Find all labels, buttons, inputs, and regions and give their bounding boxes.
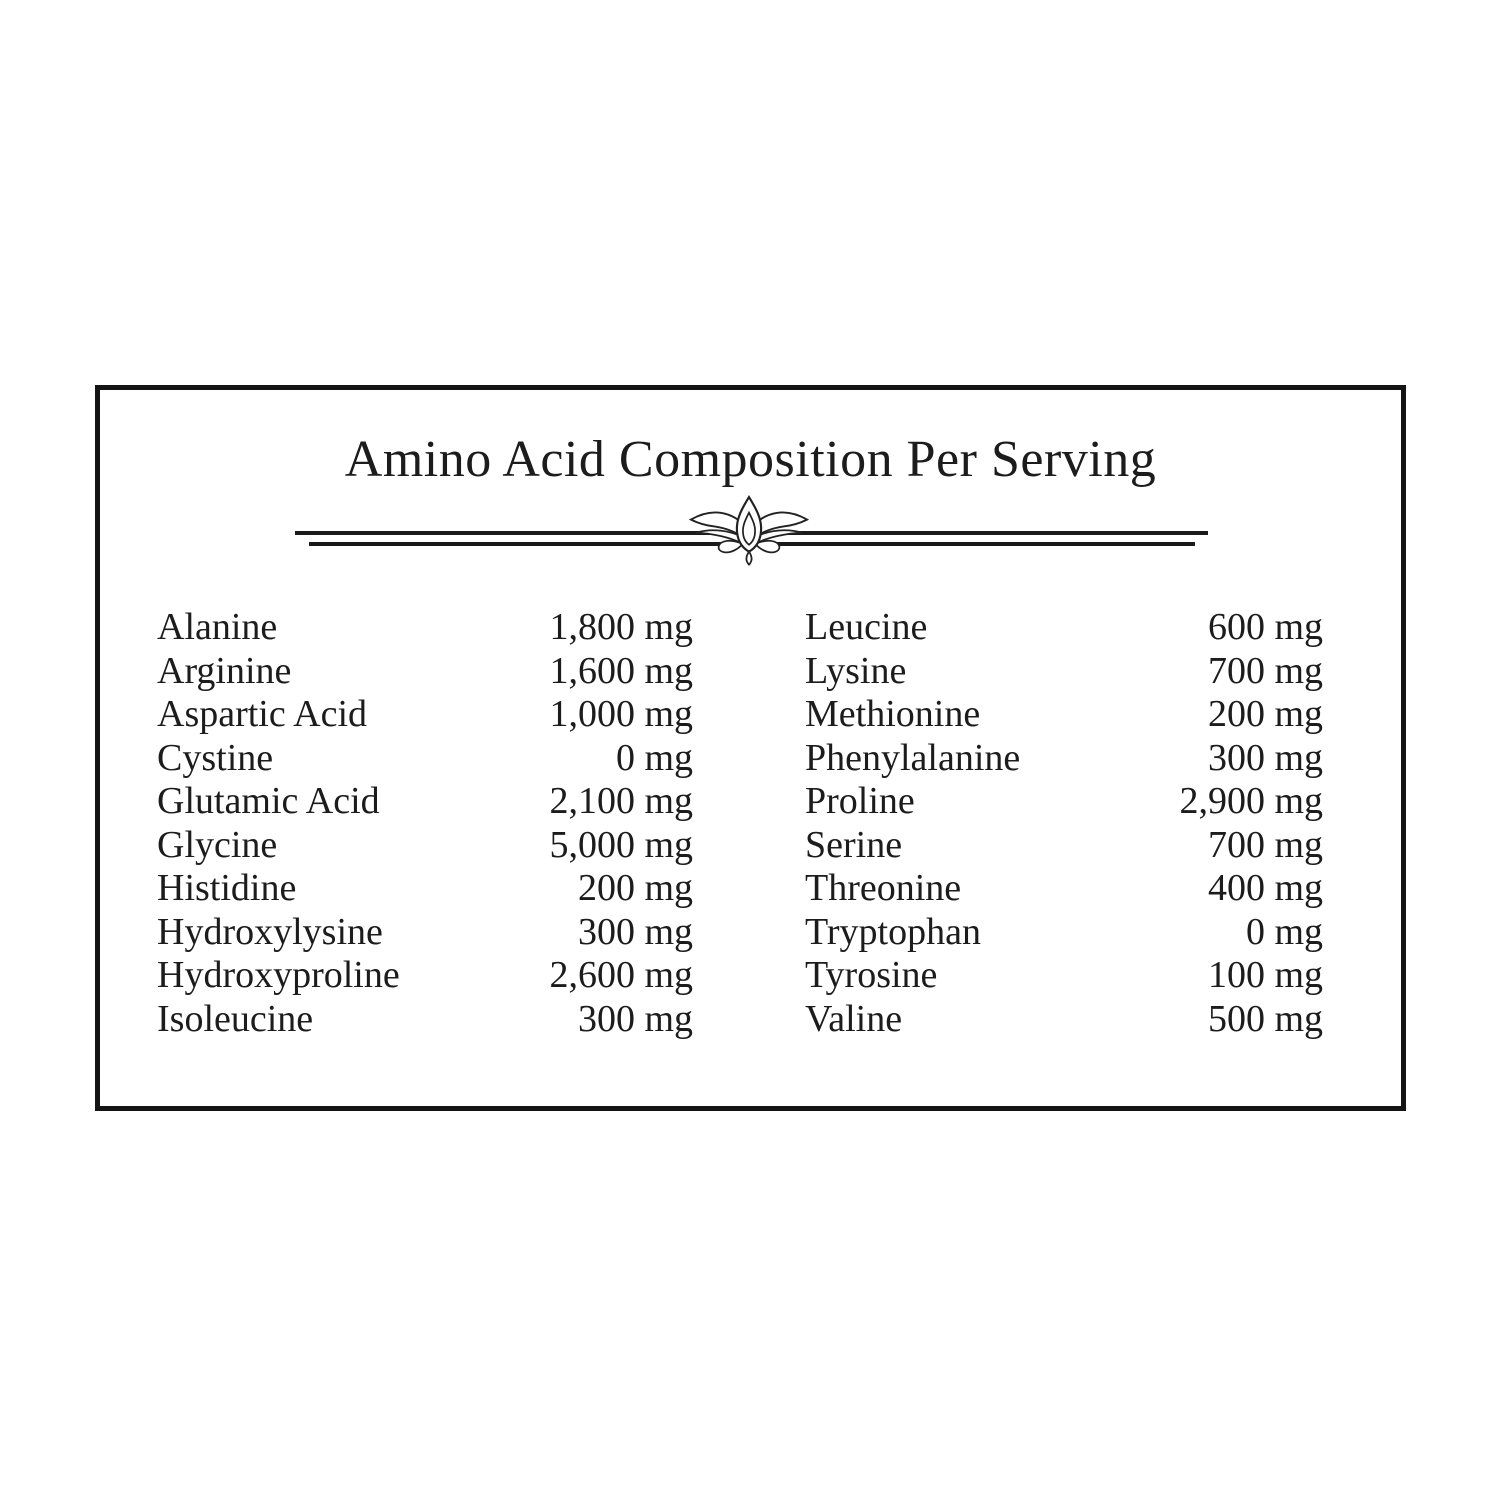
table-row [805, 606, 1323, 650]
amino-acid-name: Leucine [805, 606, 928, 648]
amino-acid-amount: 1,800 mg [549, 606, 693, 648]
amino-acid-name: Arginine [157, 649, 292, 692]
amino-acid-name: Tyrosine [805, 954, 938, 996]
amino-acid-amount: 2,600 mg [549, 954, 693, 996]
amino-acid-name: Proline [805, 780, 915, 822]
amino-acid-name: Lysine [805, 649, 907, 692]
amino-acid-amount: 5,000 mg [549, 823, 693, 866]
amino-acid-amount: 200 mg [577, 867, 693, 909]
lotus-flourish-icon [684, 493, 814, 567]
amino-acid-name: Aspartic Acid [157, 693, 368, 735]
table-row [805, 650, 1323, 694]
amino-acid-name: Methionine [805, 693, 981, 735]
amino-acid-amount: 100 mg [1207, 954, 1323, 996]
amino-acid-name: Phenylalanine [805, 736, 1021, 779]
table-row [805, 737, 1323, 781]
table-row [805, 867, 1323, 911]
table-row [805, 780, 1323, 824]
table-row [157, 737, 693, 781]
amino-acid-amount: 0 mg [1245, 910, 1323, 953]
table-row [157, 911, 693, 955]
amino-acid-amount: 0 mg [615, 736, 693, 779]
amino-acid-name: Valine [805, 997, 903, 1040]
table-row [805, 998, 1323, 1042]
amino-acid-amount: 400 mg [1207, 867, 1323, 909]
table-row [157, 998, 693, 1042]
amino-acid-name: Cystine [157, 736, 274, 779]
table-row [805, 824, 1323, 868]
amino-acid-name: Glycine [157, 823, 278, 866]
amino-acid-amount: 600 mg [1207, 606, 1323, 648]
amino-acid-name: Hydroxylysine [157, 910, 383, 953]
table-row [157, 954, 693, 998]
amino-acid-amount: 300 mg [1207, 736, 1323, 779]
table-row [157, 824, 693, 868]
amino-acid-amount: 2,100 mg [549, 780, 693, 822]
amino-acid-name: Threonine [805, 867, 962, 909]
table-row [157, 867, 693, 911]
amino-acid-label-panel [95, 385, 1406, 1111]
amino-acid-amount: 500 mg [1207, 997, 1323, 1040]
amino-acid-name: Serine [805, 823, 903, 866]
amino-acid-name: Isoleucine [157, 997, 314, 1040]
amino-acid-amount: 200 mg [1207, 693, 1323, 735]
amino-acid-amount: 300 mg [577, 997, 693, 1040]
amino-acid-amount: 300 mg [577, 910, 693, 953]
amino-acid-name: Alanine [157, 606, 278, 648]
table-row [157, 693, 693, 737]
amino-acid-amount: 1,600 mg [549, 649, 693, 692]
table-row [805, 911, 1323, 955]
table-row [157, 650, 693, 694]
amino-acid-name: Tryptophan [805, 910, 981, 953]
table-row [157, 780, 693, 824]
table-row [805, 954, 1323, 998]
table-row [157, 606, 693, 650]
amino-acid-name: Hydroxyproline [157, 954, 400, 996]
amino-acid-amount: 700 mg [1207, 649, 1323, 692]
amino-acid-table-left [157, 606, 693, 1041]
amino-acid-amount: 2,900 mg [1179, 780, 1323, 822]
amino-acid-name: Histidine [157, 867, 297, 909]
amino-acid-table-right [805, 606, 1323, 1041]
amino-acid-amount: 700 mg [1207, 823, 1323, 866]
amino-acid-name: Glutamic Acid [157, 780, 380, 822]
amino-acid-amount: 1,000 mg [549, 693, 693, 735]
page-title: Amino Acid Composition Per Serving [344, 431, 1157, 488]
table-row [805, 693, 1323, 737]
